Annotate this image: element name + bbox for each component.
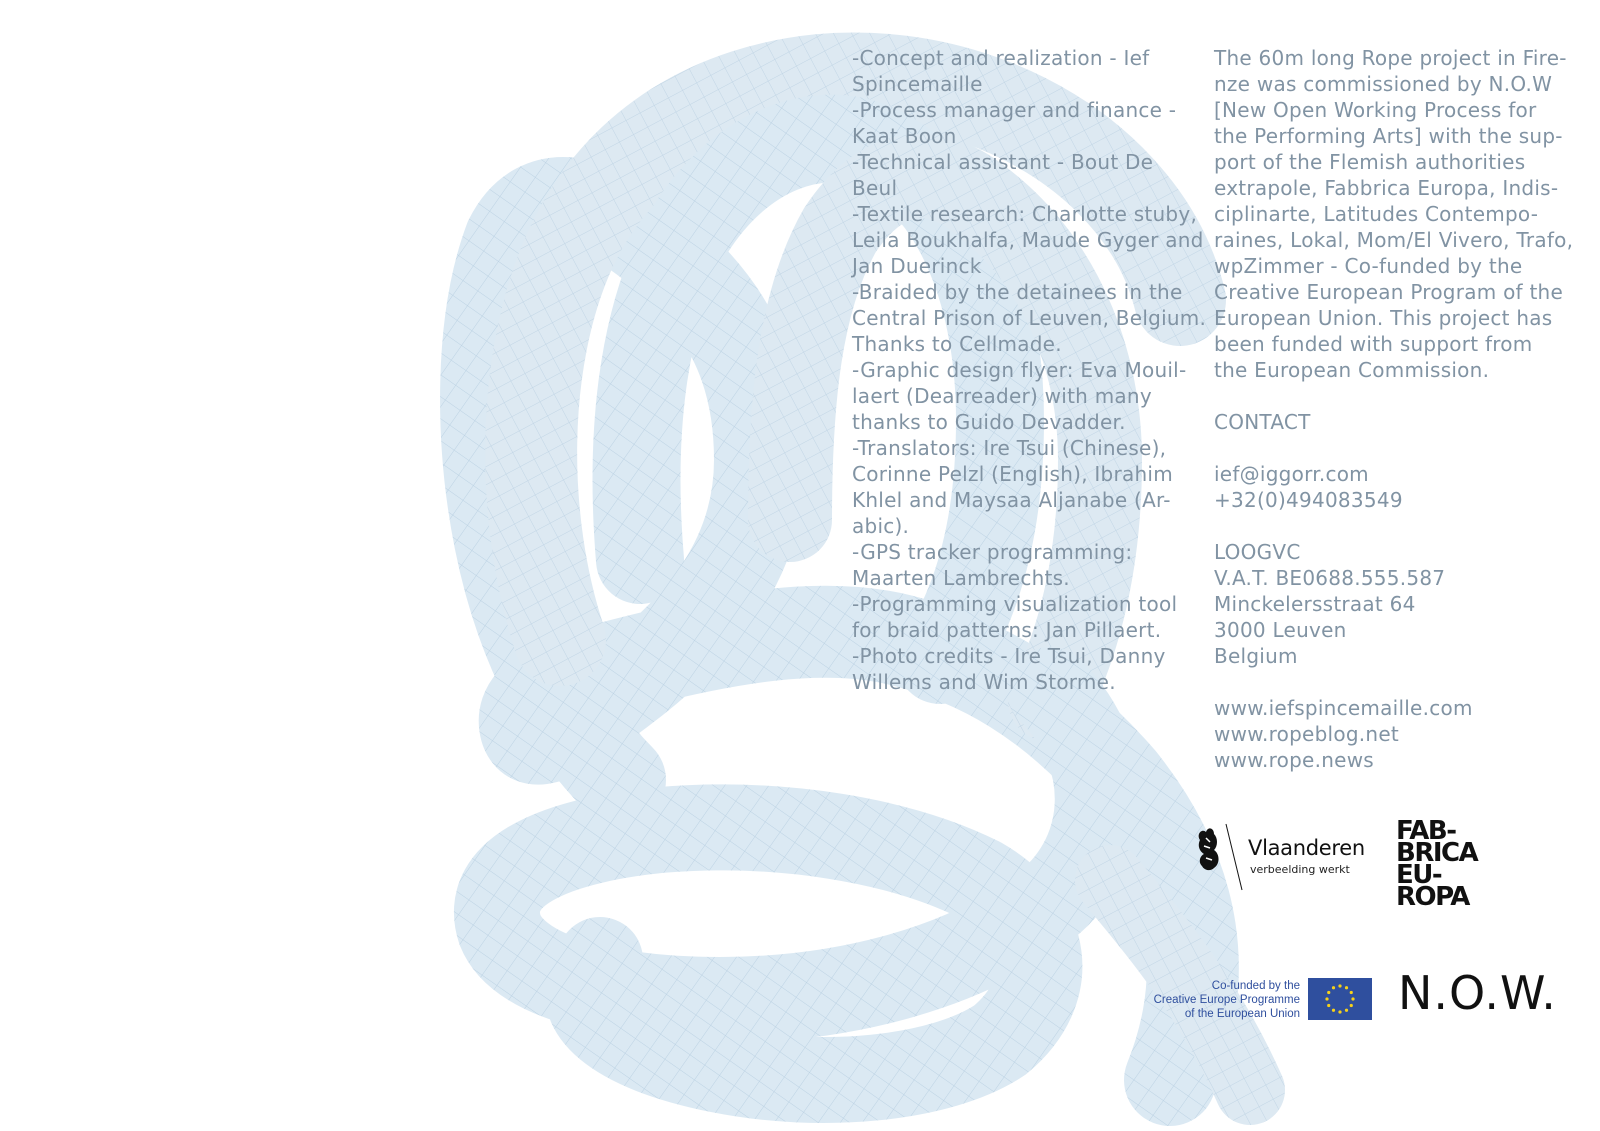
credit-line: Leila Boukhalfa, Maude Gyger and xyxy=(852,228,1204,252)
flemish-lion-icon xyxy=(1192,820,1244,892)
credit-line: -Braided by the detainees in the xyxy=(852,280,1183,304)
about-line: The 60m long Rope project in Fire- xyxy=(1214,46,1567,70)
website-link[interactable]: www.rope.news xyxy=(1214,748,1374,772)
about-line: raines, Lokal, Mom/El Vivero, Trafo, xyxy=(1214,228,1574,252)
eu-star-icon xyxy=(1327,1004,1330,1007)
credits-column xyxy=(852,45,1206,695)
about-line: [New Open Working Process for xyxy=(1214,98,1537,122)
fabbrica-line: ROPA xyxy=(1396,882,1469,912)
vat-number: V.A.T. BE0688.555.587 xyxy=(1214,566,1446,590)
credit-line: Central Prison of Leuven, Belgium. xyxy=(852,306,1207,330)
credit-line: Beul xyxy=(852,176,898,200)
contact-email[interactable]: ief@iggorr.com xyxy=(1214,462,1369,486)
about-line: extrapole, Fabbrica Europa, Indis- xyxy=(1214,176,1559,200)
credit-line: Jan Duerinck xyxy=(852,254,982,278)
eu-flag-icon xyxy=(1308,978,1372,1020)
credit-line: -Textile research: Charlotte stuby, xyxy=(852,202,1198,226)
eu-star-icon xyxy=(1338,984,1341,987)
credit-line: -Technical assistant - Bout De xyxy=(852,150,1154,174)
fabbrica-europa-logo xyxy=(1396,816,1506,916)
vlaanderen-logo xyxy=(1192,820,1372,892)
vlaanderen-tagline: verbeelding werkt xyxy=(1250,863,1350,876)
credit-line: Maarten Lambrechts. xyxy=(852,566,1070,590)
about-line: Creative European Program of the xyxy=(1214,280,1564,304)
eu-star-icon xyxy=(1332,986,1335,989)
eu-star-icon xyxy=(1351,997,1354,1000)
credit-line: -Process manager and finance - xyxy=(852,98,1177,122)
credit-line: Thanks to Cellmade. xyxy=(852,332,1062,356)
eu-star-icon xyxy=(1350,1004,1353,1007)
about-line: European Union. This project has xyxy=(1214,306,1553,330)
eu-text-line: of the European Union xyxy=(1184,1008,1300,1020)
fabbrica-line: EU- xyxy=(1396,860,1442,890)
contact-phone[interactable]: +32(0)494083549 xyxy=(1214,488,1403,512)
about-line: been funded with support from xyxy=(1214,332,1533,356)
fabbrica-line: BRICA xyxy=(1396,838,1478,868)
info-column xyxy=(1214,45,1573,773)
credit-line: -Translators: Ire Tsui (Chinese), xyxy=(852,436,1167,460)
eu-cofunded-logo xyxy=(1110,976,1372,1022)
eu-cofunded-text xyxy=(1154,979,1300,1021)
credit-line: laert (Dearreader) with many xyxy=(852,384,1152,408)
eu-star-icon xyxy=(1338,1010,1341,1013)
about-line: port of the Flemish authorities xyxy=(1214,150,1526,174)
org-name: LOOGVC xyxy=(1214,540,1301,564)
about-paragraph xyxy=(1214,45,1573,383)
about-line: ciplinarte, Latitudes Contempo- xyxy=(1214,202,1539,226)
about-line: nze was commissioned by N.O.W xyxy=(1214,72,1553,96)
credit-line: -Programming visualization tool xyxy=(852,592,1178,616)
country: Belgium xyxy=(1214,644,1298,668)
credit-line: -Concept and realization - Ief xyxy=(852,46,1150,70)
eu-star-icon xyxy=(1332,1009,1335,1012)
street-address: Minckelersstraat 64 xyxy=(1214,592,1416,616)
credit-line: thanks to Guido Devadder. xyxy=(852,410,1126,434)
credit-line: -GPS tracker programming: xyxy=(852,540,1133,564)
credit-line: abic). xyxy=(852,514,910,538)
about-line: the European Commission. xyxy=(1214,358,1490,382)
website-link[interactable]: www.iefspincemaille.com xyxy=(1214,696,1473,720)
city-address: 3000 Leuven xyxy=(1214,618,1347,642)
credit-line: Spincemaille xyxy=(852,72,983,96)
website-link[interactable]: www.ropeblog.net xyxy=(1214,722,1399,746)
about-line: wpZimmer - Co-funded by the xyxy=(1214,254,1523,278)
fabbrica-line: FAB- xyxy=(1396,816,1456,846)
about-line: the Performing Arts] with the sup- xyxy=(1214,124,1563,148)
eu-star-icon xyxy=(1327,991,1330,994)
credit-line: -Graphic design flyer: Eva Mouil- xyxy=(852,358,1187,382)
eu-star-icon xyxy=(1350,991,1353,994)
eu-text-line: Creative Europe Programme xyxy=(1153,994,1300,1006)
credit-line: Corinne Pelzl (English), Ibrahim xyxy=(852,462,1173,486)
vlaanderen-name: Vlaanderen xyxy=(1248,836,1365,860)
credit-line: -Photo credits - Ire Tsui, Danny xyxy=(852,644,1166,668)
credit-line: Khlel and Maysaa Aljanabe (Ar- xyxy=(852,488,1171,512)
eu-star-icon xyxy=(1345,986,1348,989)
credit-line: Willems and Wim Storme. xyxy=(852,670,1116,694)
eu-star-icon xyxy=(1345,1009,1348,1012)
eu-text-line: Co-funded by the xyxy=(1211,980,1300,992)
eu-star-icon xyxy=(1325,997,1328,1000)
credit-line: for braid patterns: Jan Pillaert. xyxy=(852,618,1162,642)
contact-heading: CONTACT xyxy=(1214,410,1311,434)
now-logo: N.O.W. xyxy=(1398,966,1557,1020)
credit-line: Kaat Boon xyxy=(852,124,957,148)
